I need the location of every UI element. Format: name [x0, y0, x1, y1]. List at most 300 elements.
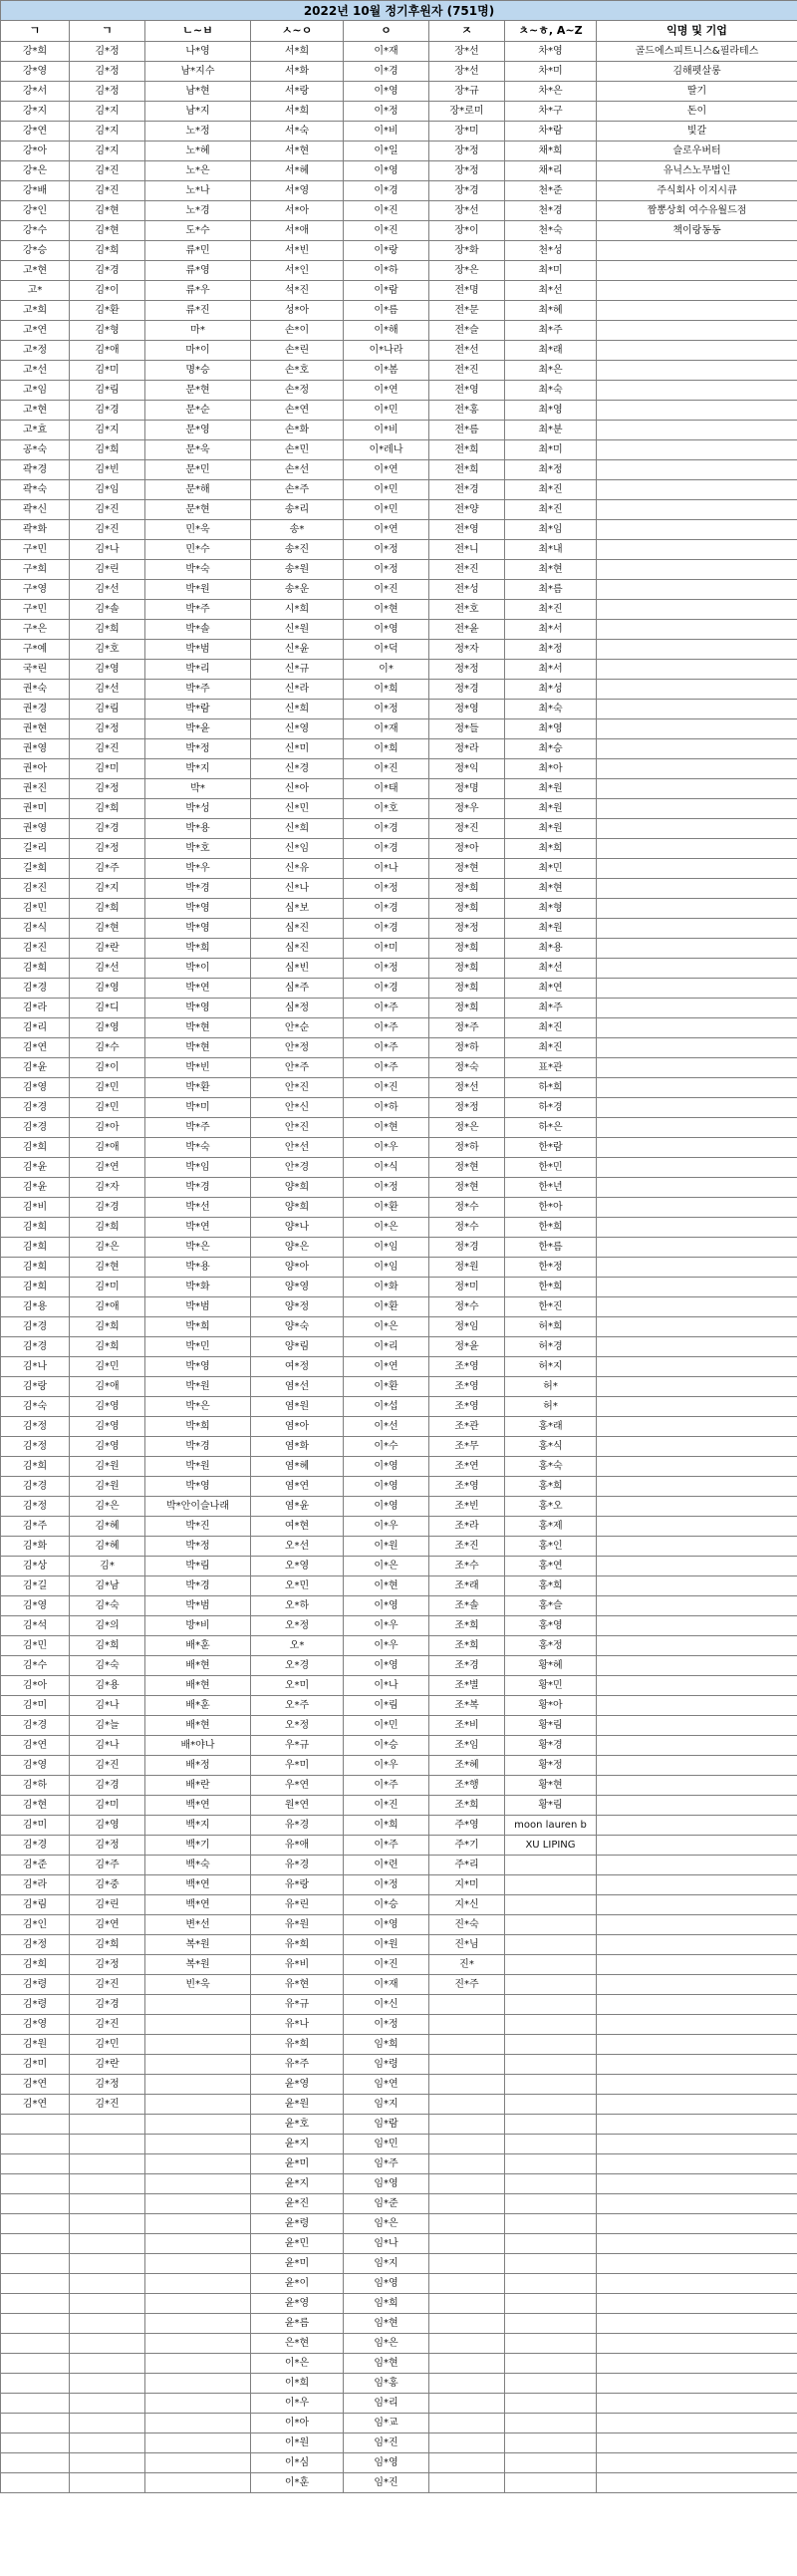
- donor-cell: 김*윤: [1, 1058, 70, 1078]
- donor-cell: 황*림: [505, 1796, 597, 1816]
- donor-cell: 우*연: [251, 1776, 344, 1796]
- donor-cell: 신*민: [251, 799, 344, 819]
- donor-cell: [597, 1636, 797, 1656]
- donor-cell: [597, 799, 797, 819]
- donor-cell: [505, 2314, 597, 2334]
- donor-cell: 장*규: [429, 82, 505, 102]
- donor-cell: [597, 2274, 797, 2294]
- donor-cell: [597, 2394, 797, 2414]
- donor-cell: 김*정: [70, 62, 145, 82]
- donor-cell: 심*진: [251, 919, 344, 939]
- donor-cell: 김*이: [70, 281, 145, 301]
- donor-cell: [505, 1895, 597, 1915]
- donor-cell: 정*영: [429, 700, 505, 719]
- donor-cell: [145, 2394, 251, 2414]
- donor-cell: 조*경: [429, 1656, 505, 1676]
- donor-cell: 백*숙: [145, 1856, 251, 1875]
- table-row: [1, 700, 797, 719]
- donor-cell: 김*화: [1, 1537, 70, 1557]
- table-row: [1, 1895, 797, 1915]
- table-row: [1, 819, 797, 839]
- donor-cell: 김*림: [1, 1895, 70, 1915]
- donor-cell: 이*우: [344, 1517, 429, 1537]
- table-row: [1, 2274, 797, 2294]
- donor-cell: 김*란: [70, 939, 145, 959]
- donor-cell: [145, 2354, 251, 2374]
- donor-cell: 백*연: [145, 1796, 251, 1816]
- donor-cell: 서*애: [251, 221, 344, 241]
- donor-cell: 최*현: [505, 560, 597, 580]
- donor-cell: [429, 2473, 505, 2493]
- donor-cell: [429, 2354, 505, 2374]
- donor-cell: 임*은: [344, 2334, 429, 2354]
- donor-rows: [1, 42, 797, 2493]
- donor-cell: [597, 1616, 797, 1636]
- donor-cell: 김*희: [1, 1457, 70, 1477]
- donor-cell: 김*진: [70, 161, 145, 181]
- donor-cell: 원*연: [251, 1796, 344, 1816]
- donor-cell: 지*신: [429, 1895, 505, 1915]
- donor-cell: 전*선: [429, 341, 505, 361]
- donor-cell: 이*진: [344, 1796, 429, 1816]
- donor-cell: 전*성: [429, 580, 505, 600]
- table-row: [1, 1915, 797, 1935]
- donor-cell: 도*수: [145, 221, 251, 241]
- donor-cell: 박*주: [145, 600, 251, 620]
- donor-cell: 박*선: [145, 1198, 251, 1218]
- donor-cell: 임*연: [344, 2075, 429, 2095]
- donor-cell: 윤*영: [251, 2075, 344, 2095]
- donor-cell: 조*임: [429, 1736, 505, 1756]
- table-row: [1, 2453, 797, 2473]
- donor-cell: 최*서: [505, 660, 597, 680]
- table-row: [1, 2214, 797, 2234]
- donor-cell: [429, 2115, 505, 2135]
- donor-cell: 전*호: [429, 600, 505, 620]
- donor-cell: 김*란: [70, 2055, 145, 2075]
- donor-cell: 이*훈: [251, 2473, 344, 2493]
- donor-cell: 우*규: [251, 1736, 344, 1756]
- donor-cell: 양*림: [251, 1337, 344, 1357]
- table-row: [1, 2294, 797, 2314]
- donor-cell: 노*은: [145, 161, 251, 181]
- donor-cell: 이*진: [344, 201, 429, 221]
- table-row: [1, 2433, 797, 2453]
- donor-cell: [597, 2334, 797, 2354]
- donor-cell: 최*미: [505, 261, 597, 281]
- donor-cell: 최*진: [505, 1018, 597, 1038]
- donor-cell: 김*진: [70, 520, 145, 540]
- donor-cell: 이*희: [251, 2374, 344, 2394]
- donor-cell: [597, 2174, 797, 2194]
- donor-cell: 이*경: [344, 979, 429, 999]
- table-row: [1, 719, 797, 739]
- donor-cell: 최*선: [505, 959, 597, 979]
- donor-cell: 정*들: [429, 719, 505, 739]
- donor-cell: [597, 1696, 797, 1716]
- donor-cell: 김*정: [1, 1437, 70, 1457]
- donor-cell: 이*정: [344, 700, 429, 719]
- donor-cell: 마*: [145, 321, 251, 341]
- donor-cell: 박*원: [145, 1457, 251, 1477]
- donor-cell: [597, 2095, 797, 2115]
- donor-cell: 최*은: [505, 361, 597, 381]
- donor-cell: 최*임: [505, 520, 597, 540]
- donor-cell: [505, 1875, 597, 1895]
- donor-cell: [145, 2274, 251, 2294]
- donor-cell: 최*진: [505, 500, 597, 520]
- donor-cell: 이*랑: [344, 241, 429, 261]
- donor-cell: 이*하: [344, 1098, 429, 1118]
- donor-cell: 김*자: [70, 1178, 145, 1198]
- donor-cell: 유*경: [251, 1856, 344, 1875]
- donor-cell: 박*은: [145, 1238, 251, 1258]
- donor-cell: [505, 2354, 597, 2374]
- table-row: [1, 401, 797, 421]
- donor-cell: [145, 2314, 251, 2334]
- donor-cell: 최*원: [505, 919, 597, 939]
- donor-cell: 최*서: [505, 620, 597, 640]
- donor-cell: 박*리: [145, 660, 251, 680]
- donor-cell: 홍*오: [505, 1497, 597, 1517]
- donor-cell: 서*랑: [251, 82, 344, 102]
- donor-cell: 이*환: [344, 1198, 429, 1218]
- donor-cell: 전*영: [429, 520, 505, 540]
- donor-cell: 조*빈: [429, 1497, 505, 1517]
- donor-cell: [70, 2115, 145, 2135]
- column-header: ㅇ: [344, 21, 429, 42]
- donor-cell: 박*희: [145, 1317, 251, 1337]
- donor-cell: 이*정: [344, 1178, 429, 1198]
- donor-cell: 정*원: [429, 1258, 505, 1278]
- donor-cell: 김*은: [70, 1497, 145, 1517]
- donor-cell: 이*현: [344, 1118, 429, 1138]
- donor-cell: 한*민: [505, 1158, 597, 1178]
- donor-cell: 허*경: [505, 1337, 597, 1357]
- table-row: [1, 122, 797, 142]
- donor-cell: 최*현: [505, 879, 597, 899]
- donor-cell: 김*중: [70, 1875, 145, 1895]
- donor-cell: [597, 1397, 797, 1417]
- donor-cell: 구*민: [1, 540, 70, 560]
- donor-cell: 김*애: [70, 341, 145, 361]
- table-row: [1, 2135, 797, 2154]
- donor-cell: 이*선: [344, 1417, 429, 1437]
- donor-cell: 이*은: [344, 1317, 429, 1337]
- donor-cell: 오*영: [251, 1557, 344, 1576]
- donor-cell: [597, 759, 797, 779]
- donor-cell: 안*진: [251, 1118, 344, 1138]
- table-row: [1, 1238, 797, 1258]
- donor-cell: [1, 2394, 70, 2414]
- donor-cell: 이*태: [344, 779, 429, 799]
- table-row: [1, 1158, 797, 1178]
- donor-cell: [597, 2154, 797, 2174]
- donor-cell: 권*현: [1, 719, 70, 739]
- donor-cell: 이*연: [344, 460, 429, 480]
- donor-cell: 조*영: [429, 1357, 505, 1377]
- donor-cell: 박*임: [145, 1158, 251, 1178]
- donor-cell: [70, 2274, 145, 2294]
- donor-cell: 신*윤: [251, 640, 344, 660]
- donor-cell: 김*원: [1, 2035, 70, 2055]
- donor-cell: 곽*숙: [1, 480, 70, 500]
- donor-cell: 김*진: [70, 1975, 145, 1995]
- table-row: [1, 1397, 797, 1417]
- donor-cell: 송*진: [251, 540, 344, 560]
- donor-cell: 황*민: [505, 1676, 597, 1696]
- donor-cell: [505, 2075, 597, 2095]
- donor-cell: 장*정: [429, 161, 505, 181]
- donor-cell: 손*주: [251, 480, 344, 500]
- donor-cell: 김*린: [70, 560, 145, 580]
- donor-cell: [70, 2174, 145, 2194]
- table-row: [1, 1935, 797, 1955]
- donor-cell: [597, 959, 797, 979]
- donor-cell: 김*희: [70, 1636, 145, 1656]
- donor-cell: 장*선: [429, 62, 505, 82]
- donor-cell: 한*정: [505, 1258, 597, 1278]
- donor-cell: [70, 2234, 145, 2254]
- donor-cell: 노*경: [145, 201, 251, 221]
- donor-cell: 차*구: [505, 102, 597, 122]
- donor-cell: 유*희: [251, 1935, 344, 1955]
- donor-cell: 최*진: [505, 600, 597, 620]
- donor-cell: [597, 1357, 797, 1377]
- donor-cell: 서*희: [251, 102, 344, 122]
- donor-cell: [1, 2334, 70, 2354]
- donor-cell: 오*주: [251, 1696, 344, 1716]
- donor-cell: 신*규: [251, 660, 344, 680]
- donor-cell: 이*진: [344, 759, 429, 779]
- donor-cell: [70, 2433, 145, 2453]
- donor-cell: 이*정: [344, 879, 429, 899]
- donor-cell: [145, 2075, 251, 2095]
- donor-cell: 홍*연: [505, 1557, 597, 1576]
- donor-cell: [429, 2394, 505, 2414]
- donor-cell: [597, 2194, 797, 2214]
- donor-cell: 노*나: [145, 181, 251, 201]
- donor-cell: 김*나: [70, 1696, 145, 1716]
- donor-cell: 김*정: [70, 1955, 145, 1975]
- donor-cell: 정*미: [429, 1278, 505, 1297]
- donor-cell: 최*원: [505, 779, 597, 799]
- donor-cell: [505, 1935, 597, 1955]
- donor-cell: 김*늘: [70, 1716, 145, 1736]
- donor-cell: 김*주: [70, 859, 145, 879]
- donor-cell: 김*연: [1, 2095, 70, 2115]
- donor-cell: 김*경: [70, 401, 145, 421]
- donor-cell: 이*리: [344, 1337, 429, 1357]
- donor-cell: 최*분: [505, 421, 597, 440]
- donor-cell: 최*원: [505, 819, 597, 839]
- donor-cell: 강*서: [1, 82, 70, 102]
- donor-cell: 전*명: [429, 281, 505, 301]
- donor-cell: [70, 2294, 145, 2314]
- donor-cell: [505, 2095, 597, 2115]
- donor-cell: 정*희: [429, 899, 505, 919]
- table-row: [1, 2194, 797, 2214]
- donor-cell: 염*원: [251, 1397, 344, 1417]
- donor-cell: 임*지: [344, 2095, 429, 2115]
- donor-cell: 장*이: [429, 221, 505, 241]
- donor-cell: 안*선: [251, 1138, 344, 1158]
- donor-cell: 정*익: [429, 759, 505, 779]
- donor-cell: [145, 2433, 251, 2453]
- donor-cell: [597, 779, 797, 799]
- donor-cell: [429, 2154, 505, 2174]
- donor-cell: [505, 1915, 597, 1935]
- donor-cell: 김*민: [1, 1636, 70, 1656]
- donor-cell: 진*숙: [429, 1915, 505, 1935]
- donor-cell: 김*수: [1, 1656, 70, 1676]
- donor-cell: [70, 2394, 145, 2414]
- donor-cell: 김*용: [1, 1297, 70, 1317]
- donor-cell: 이*식: [344, 1158, 429, 1178]
- donor-cell: 양*은: [251, 1238, 344, 1258]
- column-header: ㄱ: [1, 21, 70, 42]
- donor-cell: 조*라: [429, 1517, 505, 1537]
- donor-cell: [597, 440, 797, 460]
- donor-cell: [597, 1297, 797, 1317]
- donor-cell: 강*수: [1, 221, 70, 241]
- donor-cell: 서*화: [251, 62, 344, 82]
- donor-cell: 오*경: [251, 1656, 344, 1676]
- donor-cell: 방*비: [145, 1616, 251, 1636]
- table-row: [1, 1178, 797, 1198]
- donor-cell: 강*연: [1, 122, 70, 142]
- donor-cell: 이*희: [344, 739, 429, 759]
- donor-cell: 오*정: [251, 1716, 344, 1736]
- table-row: [1, 1856, 797, 1875]
- table-row: [1, 739, 797, 759]
- donor-cell: [70, 2135, 145, 2154]
- donor-cell: 김*희: [70, 1317, 145, 1337]
- donor-cell: 이*레나: [344, 440, 429, 460]
- table-row: [1, 2374, 797, 2394]
- column-header: 익명 및 기업: [597, 21, 797, 42]
- donor-cell: 김*영: [70, 1417, 145, 1437]
- donor-cell: 이*심: [251, 2453, 344, 2473]
- donor-cell: 최*진: [505, 1038, 597, 1058]
- table-row: [1, 42, 797, 62]
- donor-cell: 정*정: [429, 660, 505, 680]
- table-row: [1, 381, 797, 401]
- donor-cell: [597, 1337, 797, 1357]
- table-row: [1, 1337, 797, 1357]
- table-row: [1, 1696, 797, 1716]
- donor-cell: 양*아: [251, 1258, 344, 1278]
- donor-cell: [597, 739, 797, 759]
- table-row: [1, 959, 797, 979]
- donor-cell: 염*혜: [251, 1457, 344, 1477]
- donor-cell: 이*: [344, 660, 429, 680]
- donor-cell: 김*경: [70, 1776, 145, 1796]
- donor-cell: 김*현: [1, 1796, 70, 1816]
- donor-cell: 전*희: [429, 460, 505, 480]
- donor-cell: [70, 2453, 145, 2473]
- donor-cell: 하*경: [505, 1098, 597, 1118]
- donor-cell: [597, 1138, 797, 1158]
- table-row: [1, 879, 797, 899]
- donor-cell: 김*경: [1, 1477, 70, 1497]
- donor-cell: 이*주: [344, 1836, 429, 1856]
- donor-cell: 김*희: [70, 1218, 145, 1238]
- donor-cell: 이*경: [344, 899, 429, 919]
- donor-cell: [1, 2354, 70, 2374]
- donor-cell: [597, 1118, 797, 1138]
- donor-cell: 전*경: [429, 480, 505, 500]
- donor-cell: 김*림: [70, 700, 145, 719]
- donor-cell: moon lauren b: [505, 1816, 597, 1836]
- donor-cell: 임*지: [344, 2254, 429, 2274]
- donor-cell: 정*수: [429, 1198, 505, 1218]
- donor-cell: 정*숙: [429, 1058, 505, 1078]
- donor-cell: 김*희: [70, 620, 145, 640]
- donor-cell: 박*화: [145, 1278, 251, 1297]
- donor-cell: 하*희: [505, 1078, 597, 1098]
- donor-cell: 김*혜: [70, 1537, 145, 1557]
- donor-cell: 권*영: [1, 739, 70, 759]
- donor-cell: [597, 939, 797, 959]
- donor-cell: 윤*원: [251, 2095, 344, 2115]
- donor-cell: 정*우: [429, 799, 505, 819]
- donor-cell: 김*진: [70, 500, 145, 520]
- donor-cell: [429, 2055, 505, 2075]
- donor-cell: 김*윤: [1, 1158, 70, 1178]
- donor-cell: 민*수: [145, 540, 251, 560]
- donor-cell: 최*정: [505, 460, 597, 480]
- donor-cell: 이*희: [344, 680, 429, 700]
- donor-cell: [1, 2174, 70, 2194]
- donor-cell: 박*현: [145, 1018, 251, 1038]
- donor-cell: 박*경: [145, 1178, 251, 1198]
- donor-cell: 김*나: [1, 1357, 70, 1377]
- donor-cell: [1, 2154, 70, 2174]
- donor-cell: [505, 2154, 597, 2174]
- donor-cell: 손*이: [251, 321, 344, 341]
- donor-cell: [597, 580, 797, 600]
- donor-cell: 정*자: [429, 640, 505, 660]
- donor-cell: 박*: [145, 779, 251, 799]
- donor-cell: 최*승: [505, 739, 597, 759]
- table-row: [1, 919, 797, 939]
- donor-cell: [597, 1178, 797, 1198]
- donor-cell: 손*화: [251, 421, 344, 440]
- donor-cell: 김*지: [70, 879, 145, 899]
- donor-cell: 이*정: [344, 959, 429, 979]
- table-row: [1, 540, 797, 560]
- donor-cell: 박*미: [145, 1098, 251, 1118]
- donor-cell: [145, 2294, 251, 2314]
- donor-cell: 김*선: [70, 580, 145, 600]
- donor-cell: [597, 819, 797, 839]
- donor-cell: [597, 640, 797, 660]
- table-row: [1, 2414, 797, 2433]
- donor-cell: 주*리: [429, 1856, 505, 1875]
- donor-cell: 박*범: [145, 1297, 251, 1317]
- donor-cell: 김*령: [1, 1995, 70, 2015]
- donor-cell: [505, 2453, 597, 2473]
- donor-cell: 최*름: [505, 580, 597, 600]
- donor-cell: 손*연: [251, 401, 344, 421]
- donor-cell: 전*윤: [429, 620, 505, 640]
- donor-cell: 이*영: [344, 1596, 429, 1616]
- donor-cell: 책이랑동동: [597, 221, 797, 241]
- table-row: [1, 520, 797, 540]
- donor-cell: [429, 2135, 505, 2154]
- donor-cell: 박*희: [145, 1417, 251, 1437]
